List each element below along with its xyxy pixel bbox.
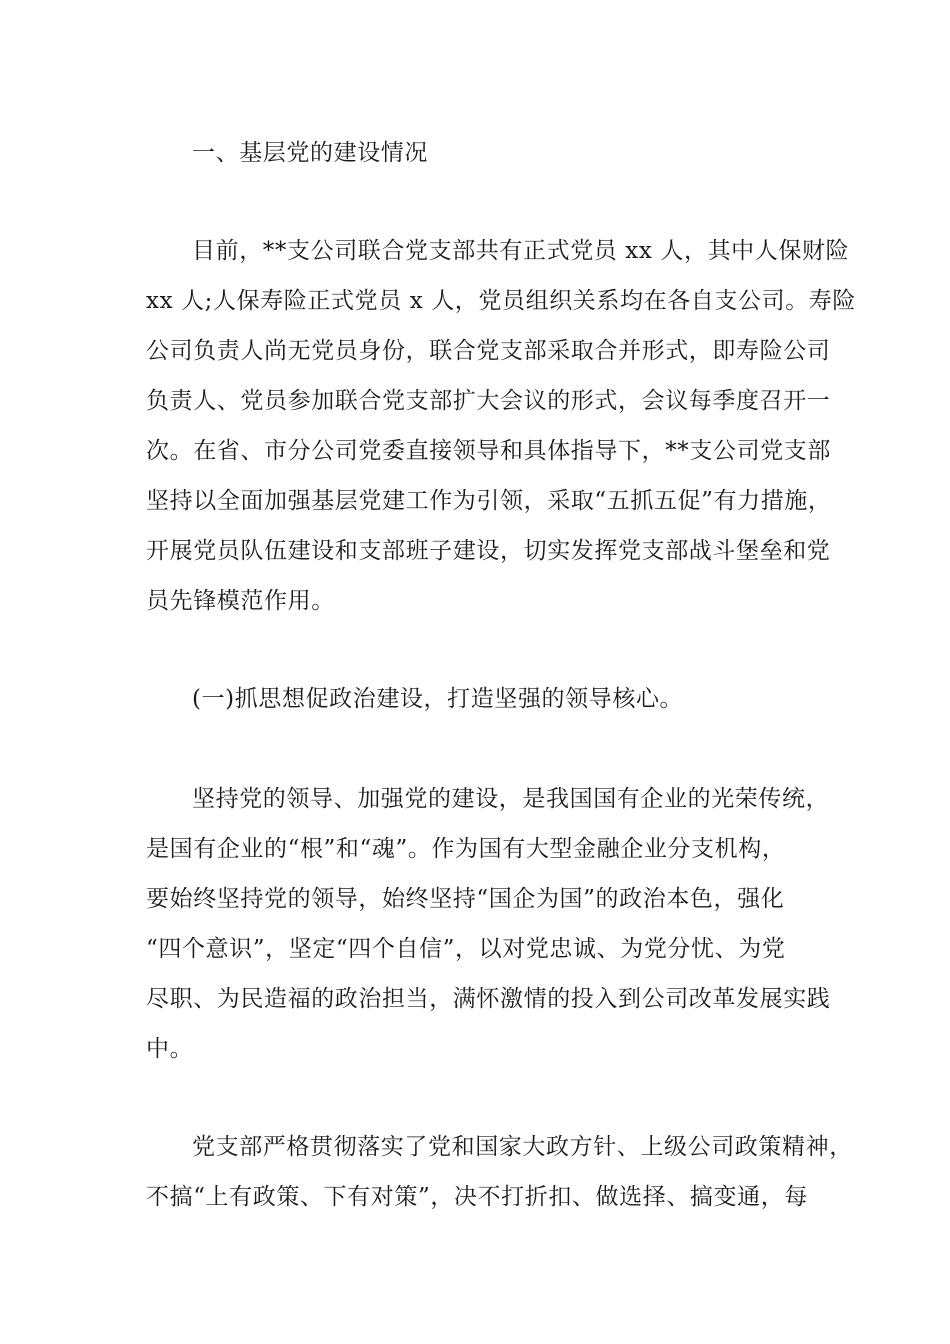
paragraph-line: 目前，**支公司联合党支部共有正式党员 xx 人，其中人保财险 (192, 238, 850, 264)
subsection-heading: (一)抓思想促政治建设，打造坚强的领导核心。 (192, 686, 684, 712)
paragraph-line: 党支部严格贯彻落实了党和国家大政方针、上级公司政策精神， (192, 1134, 853, 1160)
paragraph-line: 开展党员队伍建设和支部班子建设，切实发挥党支部战斗堡垒和党 (146, 538, 831, 564)
paragraph-line: 次。在省、市分公司党委直接领导和具体指导下，**支公司党支部 (146, 438, 831, 464)
paragraph-line: “四个意识”，坚定“四个自信”，以对党忠诚、为党分忧、为党 (146, 936, 786, 962)
paragraph-line: 不搞“上有政策、下有对策”，决不打折扣、做选择、搞变通，每 (146, 1184, 808, 1210)
paragraph-line: 中。 (146, 1036, 194, 1062)
paragraph-line: 尽职、为民造福的政治担当，满怀激情的投入到公司改革发展实践 (146, 986, 831, 1012)
paragraph-line: 员先锋模范作用。 (146, 588, 335, 614)
paragraph-line: xx 人;人保寿险正式党员 x 人，党员组织关系均在各自支公司。寿险 (146, 288, 856, 314)
paragraph-line: 要始终坚持党的领导，始终坚持“国企为国”的政治本色，强化 (146, 886, 785, 912)
paragraph-line: 坚持党的领导、加强党的建设，是我国国有企业的光荣传统， (192, 786, 830, 812)
paragraph-line: 是国有企业的“根”和“魂”。作为国有大型金融企业分支机构， (146, 836, 786, 862)
paragraph-line: 坚持以全面加强基层党建工作为引领，采取“五抓五促”有力措施， (146, 488, 832, 514)
section-heading: 一、基层党的建设情况 (192, 140, 428, 166)
paragraph-line: 公司负责人尚无党员身份，联合党支部采取合并形式，即寿险公司 (146, 338, 831, 364)
paragraph-line: 负责人、党员参加联合党支部扩大会议的形式，会议每季度召开一 (146, 388, 831, 414)
